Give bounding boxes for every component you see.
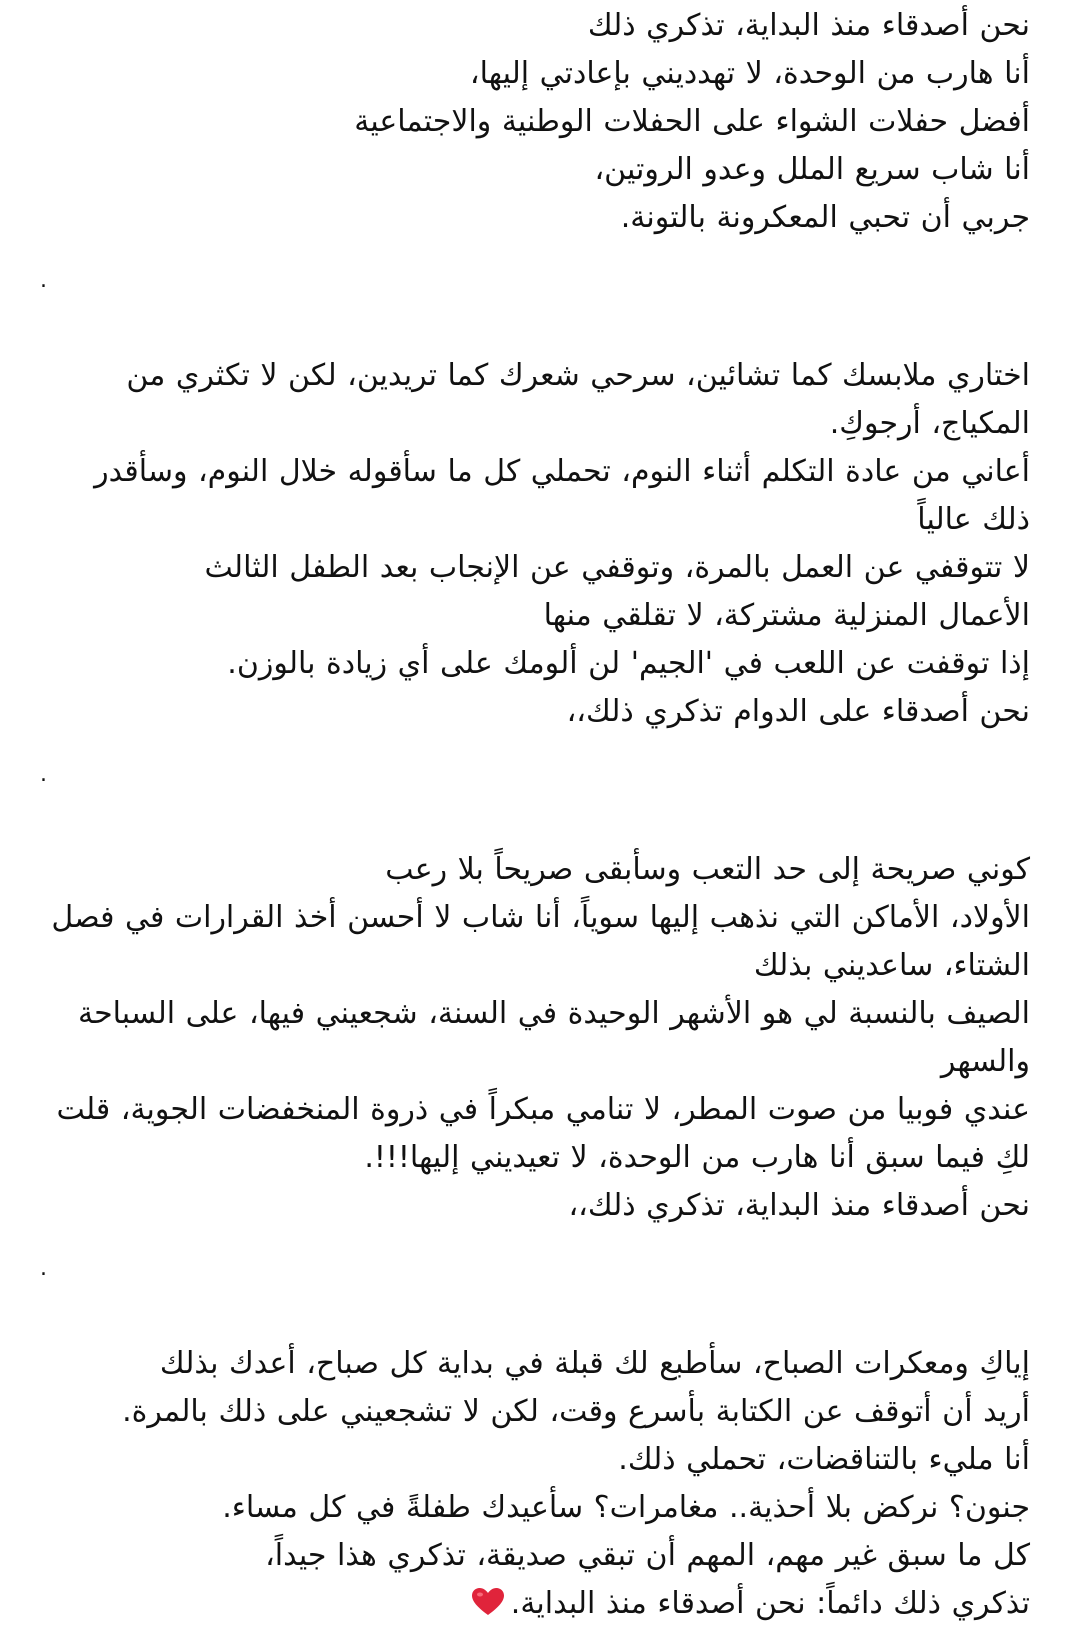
text-line: أريد أن أتوقف عن الكتابة بأسرع وقت، لكن لا تشجعيني على ذلك بالمرة.	[122, 1394, 1030, 1429]
text-line: أنا هارب من الوحدة، لا تهدديني بإعادتي إليها،	[469, 56, 1030, 91]
stanza-2	[40, 352, 1030, 736]
stanza-1	[40, 0, 1030, 242]
text-line: كوني صريحة إلى حد التعب وسأبقى صريحاً بلا رعب	[385, 852, 1030, 887]
text-line: نحن أصدقاء منذ البداية، تذكري ذلك	[587, 8, 1030, 43]
text-line: عندي فوبيا من صوت المطر، لا تنامي مبكراً في ذروة المنخفضات الجوية، قلت لكِ فيما سبق أنا هارب من الوحدة، لا تعيديني إليها!!!.	[56, 1092, 1030, 1175]
stanza-4	[40, 1340, 1030, 1628]
text-line: جنون؟ نركض بلا أحذية.. مغامرات؟ سأعيدك طفلةً في كل مساء.	[222, 1490, 1030, 1525]
text-line: إياكِ ومعكرات الصباح، سأطبع لك قبلة في بداية كل صباح، أعدك بذلك	[159, 1346, 1030, 1381]
text-line: أفضل حفلات الشواء على الحفلات الوطنية والاجتماعية	[354, 104, 1030, 139]
text-line: كل ما سبق غير مهم، المهم أن تبقي صديقة، تذكري هذا جيداً،	[265, 1538, 1030, 1573]
text-line: نحن أصدقاء منذ البداية، تذكري ذلك،،	[568, 1188, 1030, 1223]
text-line: جربي أن تحبي المعكرونة بالتونة.	[620, 200, 1030, 235]
text-line: أعاني من عادة التكلم أثناء النوم، تحملي كل ما سأقوله خلال النوم، وسأقدر ذلك عالياً	[94, 454, 1030, 537]
red-heart-icon	[471, 1584, 505, 1614]
text-line: اختاري ملابسك كما تشائين، سرحي شعرك كما تريدين، لكن لا تكثري من المكياج، أرجوكِ.	[126, 358, 1030, 441]
separator-dot: .	[40, 268, 47, 293]
text-line: إذا توقفت عن اللعب في 'الجيم' لن ألومك على أي زيادة بالوزن.	[227, 646, 1030, 681]
text-line: أنا مليء بالتناقضات، تحملي ذلك.	[618, 1442, 1030, 1477]
section-separator	[40, 736, 1030, 846]
text-line: الصيف بالنسبة لي هو الأشهر الوحيدة في السنة، شجعيني فيها، على السباحة والسهر	[78, 996, 1030, 1079]
section-separator	[40, 1230, 1030, 1340]
text-line: الأعمال المنزلية مشتركة، لا تقلقي منها	[543, 598, 1030, 633]
separator-dot: .	[40, 762, 47, 787]
section-separator	[40, 242, 1030, 352]
closing-text: تذكري ذلك دائماً: نحن أصدقاء منذ البداية.	[510, 1586, 1030, 1621]
closing-line	[40, 1580, 1030, 1628]
text-line: نحن أصدقاء على الدوام تذكري ذلك،،	[566, 694, 1030, 729]
text-line: الأولاد، الأماكن التي نذهب إليها سوياً، أنا شاب لا أحسن أخذ القرارات في فصل الشتاء، ساعديني بذلك	[51, 900, 1030, 983]
separator-dot: .	[40, 1256, 47, 1281]
text-line: أنا شاب سريع الملل وعدو الروتين،	[594, 152, 1030, 187]
text-line: لا تتوقفي عن العمل بالمرة، وتوقفي عن الإنجاب بعد الطفل الثالث	[204, 550, 1030, 585]
stanza-3	[40, 846, 1030, 1230]
